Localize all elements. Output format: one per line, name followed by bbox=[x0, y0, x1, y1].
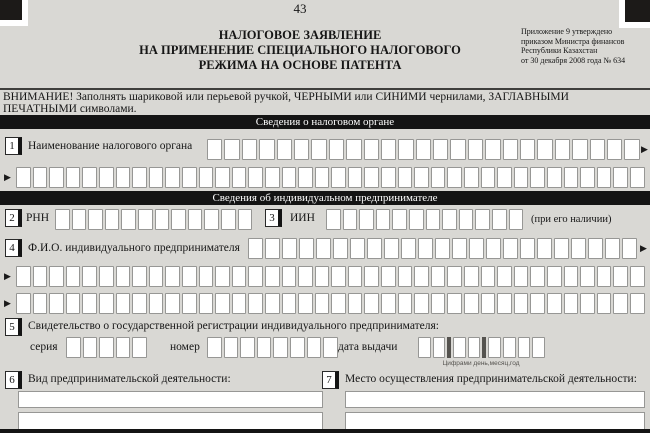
char-cell[interactable] bbox=[248, 293, 263, 314]
field-number-6: 6 bbox=[5, 371, 22, 389]
char-cell[interactable] bbox=[447, 293, 462, 314]
char-cell[interactable] bbox=[132, 293, 147, 314]
char-cell[interactable] bbox=[348, 293, 363, 314]
fio-continuation-cells-2 bbox=[16, 293, 645, 314]
approval-note bbox=[521, 27, 647, 65]
char-cell[interactable] bbox=[555, 139, 570, 160]
char-cell[interactable] bbox=[447, 167, 462, 188]
char-cell[interactable] bbox=[49, 266, 64, 287]
char-cell[interactable] bbox=[55, 209, 70, 230]
char-cell[interactable] bbox=[33, 167, 48, 188]
char-cell[interactable] bbox=[464, 293, 479, 314]
char-cell[interactable] bbox=[481, 266, 496, 287]
form-title bbox=[80, 28, 520, 73]
char-cell[interactable] bbox=[530, 167, 545, 188]
fio-cells bbox=[248, 238, 637, 259]
char-cell[interactable] bbox=[571, 238, 586, 259]
char-cell[interactable] bbox=[265, 266, 280, 287]
char-cell[interactable] bbox=[307, 337, 322, 358]
char-cell[interactable] bbox=[316, 238, 331, 259]
char-cell[interactable] bbox=[624, 139, 639, 160]
approval-note-line: от 30 декабря 2008 года № 634 bbox=[521, 55, 626, 65]
char-cell[interactable] bbox=[414, 167, 429, 188]
form-title-line: НАЛОГОВОЕ ЗАЯВЛЕНИЕ bbox=[218, 28, 382, 42]
char-cell[interactable] bbox=[475, 209, 490, 230]
char-cell[interactable] bbox=[547, 293, 562, 314]
char-cell[interactable] bbox=[364, 266, 379, 287]
bottom-divider-bar bbox=[0, 429, 650, 433]
tax-authority-name-cells bbox=[207, 139, 640, 160]
horizontal-rule bbox=[0, 88, 650, 90]
char-cell[interactable] bbox=[294, 139, 309, 160]
char-cell[interactable] bbox=[431, 266, 446, 287]
char-cell[interactable] bbox=[105, 209, 120, 230]
char-cell[interactable] bbox=[622, 238, 637, 259]
char-cell[interactable] bbox=[431, 167, 446, 188]
char-cell[interactable] bbox=[116, 266, 131, 287]
char-cell[interactable] bbox=[165, 167, 180, 188]
char-cell[interactable] bbox=[530, 266, 545, 287]
char-cell[interactable] bbox=[481, 167, 496, 188]
char-cell[interactable] bbox=[554, 238, 569, 259]
char-cell[interactable] bbox=[215, 293, 230, 314]
char-cell[interactable] bbox=[431, 293, 446, 314]
char-cell[interactable] bbox=[426, 209, 441, 230]
char-cell[interactable] bbox=[485, 139, 500, 160]
continuation-arrow-icon: ▶ bbox=[641, 145, 648, 155]
char-cell[interactable] bbox=[376, 209, 391, 230]
char-cell[interactable] bbox=[503, 337, 516, 358]
char-cell[interactable] bbox=[259, 139, 274, 160]
char-cell[interactable] bbox=[613, 293, 628, 314]
char-cell[interactable] bbox=[580, 266, 595, 287]
char-cell[interactable] bbox=[605, 238, 620, 259]
char-cell[interactable] bbox=[282, 238, 297, 259]
continuation-arrow-icon: ▶ bbox=[4, 299, 11, 309]
char-cell[interactable] bbox=[367, 238, 382, 259]
char-cell[interactable] bbox=[16, 293, 31, 314]
char-cell[interactable] bbox=[199, 167, 214, 188]
char-cell[interactable] bbox=[613, 266, 628, 287]
char-cell[interactable] bbox=[16, 266, 31, 287]
char-cell[interactable] bbox=[323, 337, 338, 358]
char-cell[interactable] bbox=[416, 139, 431, 160]
char-cell[interactable] bbox=[343, 209, 358, 230]
char-cell[interactable] bbox=[66, 266, 81, 287]
field-number-7: 7 bbox=[322, 371, 339, 389]
activity-type-label: Вид предпринимательской деятельности: bbox=[28, 373, 231, 385]
char-cell[interactable] bbox=[16, 167, 31, 188]
activity-type-input-line-1[interactable] bbox=[18, 391, 323, 408]
approval-note-line: приказом Министра финансов bbox=[521, 36, 625, 46]
section-header-entrepreneur: Сведения об индивидуальном предпринимателе bbox=[0, 191, 650, 205]
char-cell[interactable] bbox=[298, 167, 313, 188]
field-number-4: 4 bbox=[5, 239, 22, 257]
char-cell[interactable] bbox=[282, 293, 297, 314]
char-cell[interactable] bbox=[518, 337, 531, 358]
iin-availability-note: (при его наличии) bbox=[531, 214, 612, 225]
char-cell[interactable] bbox=[459, 209, 474, 230]
char-cell[interactable] bbox=[572, 139, 587, 160]
char-cell[interactable] bbox=[315, 266, 330, 287]
char-cell[interactable] bbox=[530, 293, 545, 314]
char-cell[interactable] bbox=[240, 337, 255, 358]
char-cell[interactable] bbox=[364, 167, 379, 188]
char-cell[interactable] bbox=[121, 209, 136, 230]
char-cell[interactable] bbox=[348, 167, 363, 188]
char-cell[interactable] bbox=[348, 266, 363, 287]
date-group-separator bbox=[447, 337, 451, 358]
char-cell[interactable] bbox=[165, 266, 180, 287]
char-cell[interactable] bbox=[468, 139, 483, 160]
char-cell[interactable] bbox=[398, 139, 413, 160]
char-cell[interactable] bbox=[630, 293, 645, 314]
char-cell[interactable] bbox=[82, 293, 97, 314]
field-number-2: 2 bbox=[5, 209, 22, 227]
activity-place-input-line-1[interactable] bbox=[345, 391, 645, 408]
char-cell[interactable] bbox=[155, 209, 170, 230]
page-number: 43 bbox=[293, 1, 307, 16]
char-cell[interactable] bbox=[224, 337, 239, 358]
char-cell[interactable] bbox=[613, 167, 628, 188]
char-cell[interactable] bbox=[282, 167, 297, 188]
char-cell[interactable] bbox=[509, 209, 524, 230]
char-cell[interactable] bbox=[381, 266, 396, 287]
char-cell[interactable] bbox=[433, 139, 448, 160]
char-cell[interactable] bbox=[83, 337, 98, 358]
char-cell[interactable] bbox=[171, 209, 186, 230]
char-cell[interactable] bbox=[597, 167, 612, 188]
char-cell[interactable] bbox=[381, 293, 396, 314]
char-cell[interactable] bbox=[277, 139, 292, 160]
char-cell[interactable] bbox=[149, 293, 164, 314]
char-cell[interactable] bbox=[331, 293, 346, 314]
char-cell[interactable] bbox=[248, 266, 263, 287]
char-cell[interactable] bbox=[488, 337, 501, 358]
char-cell[interactable] bbox=[33, 293, 48, 314]
char-cell[interactable] bbox=[298, 293, 313, 314]
char-cell[interactable] bbox=[481, 293, 496, 314]
char-cell[interactable] bbox=[520, 238, 535, 259]
char-cell[interactable] bbox=[66, 293, 81, 314]
section-header-tax-authority: Сведения о налоговом органе bbox=[0, 115, 650, 129]
char-cell[interactable] bbox=[364, 139, 379, 160]
char-cell[interactable] bbox=[248, 238, 263, 259]
char-cell[interactable] bbox=[326, 209, 341, 230]
char-cell[interactable] bbox=[492, 209, 507, 230]
char-cell[interactable] bbox=[597, 266, 612, 287]
char-cell[interactable] bbox=[116, 293, 131, 314]
char-cell[interactable] bbox=[282, 266, 297, 287]
char-cell[interactable] bbox=[315, 167, 330, 188]
char-cell[interactable] bbox=[384, 238, 399, 259]
char-cell[interactable] bbox=[564, 266, 579, 287]
char-cell[interactable] bbox=[503, 238, 518, 259]
continuation-arrow-icon: ▶ bbox=[4, 173, 11, 183]
char-cell[interactable] bbox=[564, 167, 579, 188]
char-cell[interactable] bbox=[149, 167, 164, 188]
char-cell[interactable] bbox=[238, 209, 253, 230]
tax-authority-name-label: Наименование налогового органа bbox=[28, 140, 193, 152]
char-cell[interactable] bbox=[547, 266, 562, 287]
char-cell[interactable] bbox=[453, 337, 466, 358]
char-cell[interactable] bbox=[331, 266, 346, 287]
seria-cells bbox=[66, 337, 147, 358]
char-cell[interactable] bbox=[497, 293, 512, 314]
char-cell[interactable] bbox=[199, 293, 214, 314]
char-cell[interactable] bbox=[82, 167, 97, 188]
char-cell[interactable] bbox=[232, 293, 247, 314]
char-cell[interactable] bbox=[207, 337, 222, 358]
char-cell[interactable] bbox=[72, 209, 87, 230]
char-cell[interactable] bbox=[82, 266, 97, 287]
char-cell[interactable] bbox=[447, 266, 462, 287]
iin-cells bbox=[326, 209, 523, 230]
char-cell[interactable] bbox=[99, 167, 114, 188]
char-cell[interactable] bbox=[414, 266, 429, 287]
char-cell[interactable] bbox=[329, 139, 344, 160]
char-cell[interactable] bbox=[248, 167, 263, 188]
fill-instructions-warning bbox=[3, 91, 643, 115]
char-cell[interactable] bbox=[398, 266, 413, 287]
char-cell[interactable] bbox=[182, 293, 197, 314]
char-cell[interactable] bbox=[537, 238, 552, 259]
char-cell[interactable] bbox=[418, 238, 433, 259]
char-cell[interactable] bbox=[311, 139, 326, 160]
char-cell[interactable] bbox=[418, 337, 431, 358]
char-cell[interactable] bbox=[597, 293, 612, 314]
registration-certificate-label: Свидетельство о государственной регистрации индивидуального предпринимателя: bbox=[28, 320, 440, 332]
fio-label: Ф.И.О. индивидуального предпринимателя bbox=[28, 242, 240, 254]
form-title-line: РЕЖИМА НА ОСНОВЕ ПАТЕНТА bbox=[198, 58, 402, 72]
char-cell[interactable] bbox=[66, 337, 81, 358]
char-cell[interactable] bbox=[242, 139, 257, 160]
char-cell[interactable] bbox=[398, 167, 413, 188]
char-cell[interactable] bbox=[224, 139, 239, 160]
char-cell[interactable] bbox=[299, 238, 314, 259]
date-format-caption: Цифрами день,месяц,год bbox=[442, 360, 520, 367]
char-cell[interactable] bbox=[182, 266, 197, 287]
char-cell[interactable] bbox=[532, 337, 545, 358]
char-cell[interactable] bbox=[49, 167, 64, 188]
char-cell[interactable] bbox=[116, 337, 131, 358]
char-cell[interactable] bbox=[88, 209, 103, 230]
seria-label: серия bbox=[30, 341, 58, 353]
fio-continuation-cells-1 bbox=[16, 266, 645, 287]
char-cell[interactable] bbox=[630, 266, 645, 287]
registration-mark-topright bbox=[619, 0, 650, 28]
char-cell[interactable] bbox=[514, 266, 529, 287]
char-cell[interactable] bbox=[537, 139, 552, 160]
rnn-label: РНН bbox=[26, 212, 50, 224]
char-cell[interactable] bbox=[188, 209, 203, 230]
warning-line: ПЕЧАТНЫМИ символами. bbox=[3, 103, 137, 115]
char-cell[interactable] bbox=[265, 293, 280, 314]
char-cell[interactable] bbox=[464, 266, 479, 287]
char-cell[interactable] bbox=[452, 238, 467, 259]
continuation-arrow-icon: ▶ bbox=[4, 272, 11, 282]
field-number-1: 1 bbox=[5, 137, 22, 155]
char-cell[interactable] bbox=[514, 293, 529, 314]
char-cell[interactable] bbox=[265, 167, 280, 188]
char-cell[interactable] bbox=[132, 337, 147, 358]
char-cell[interactable] bbox=[232, 266, 247, 287]
char-cell[interactable] bbox=[33, 266, 48, 287]
char-cell[interactable] bbox=[221, 209, 236, 230]
char-cell[interactable] bbox=[298, 266, 313, 287]
char-cell[interactable] bbox=[257, 337, 272, 358]
char-cell[interactable] bbox=[497, 266, 512, 287]
char-cell[interactable] bbox=[149, 266, 164, 287]
char-cell[interactable] bbox=[564, 293, 579, 314]
approval-note-line: Приложение 9 утверждено bbox=[521, 27, 613, 36]
char-cell[interactable] bbox=[514, 167, 529, 188]
rnn-cells bbox=[55, 209, 252, 230]
char-cell[interactable] bbox=[630, 167, 645, 188]
char-cell[interactable] bbox=[588, 238, 603, 259]
char-cell[interactable] bbox=[132, 266, 147, 287]
char-cell[interactable] bbox=[442, 209, 457, 230]
warning-line: ВНИМАНИЕ! Заполнять шариковой или перьевой ручкой, ЧЕРНЫМИ или СИНИМИ чернилами, ЗАГЛАВНЫМИ bbox=[3, 91, 569, 103]
char-cell[interactable] bbox=[138, 209, 153, 230]
approval-note-line: Республики Казахстан bbox=[521, 46, 598, 55]
registration-mark-topleft bbox=[0, 0, 28, 26]
activity-place-label: Место осуществления предпринимательской деятельности: bbox=[345, 373, 637, 385]
char-cell[interactable] bbox=[580, 293, 595, 314]
continuation-arrow-icon: ▶ bbox=[640, 244, 647, 254]
char-cell[interactable] bbox=[450, 139, 465, 160]
char-cell[interactable] bbox=[607, 139, 622, 160]
char-cell[interactable] bbox=[331, 167, 346, 188]
form-title-line: НА ПРИМЕНЕНИЕ СПЕЦИАЛЬНОГО НАЛОГОВОГО bbox=[139, 43, 461, 57]
char-cell[interactable] bbox=[433, 337, 446, 358]
char-cell[interactable] bbox=[364, 293, 379, 314]
char-cell[interactable] bbox=[49, 293, 64, 314]
char-cell[interactable] bbox=[204, 209, 219, 230]
char-cell[interactable] bbox=[464, 167, 479, 188]
char-cell[interactable] bbox=[182, 167, 197, 188]
field-number-3: 3 bbox=[265, 209, 282, 227]
char-cell[interactable] bbox=[116, 167, 131, 188]
char-cell[interactable] bbox=[503, 139, 518, 160]
char-cell[interactable] bbox=[468, 337, 481, 358]
issue-date-label: дата выдачи bbox=[338, 341, 398, 353]
char-cell[interactable] bbox=[520, 139, 535, 160]
char-cell[interactable] bbox=[392, 209, 407, 230]
char-cell[interactable] bbox=[381, 139, 396, 160]
nomer-cells bbox=[207, 337, 338, 358]
char-cell[interactable] bbox=[333, 238, 348, 259]
char-cell[interactable] bbox=[215, 167, 230, 188]
char-cell[interactable] bbox=[435, 238, 450, 259]
char-cell[interactable] bbox=[99, 337, 114, 358]
char-cell[interactable] bbox=[207, 139, 222, 160]
char-cell[interactable] bbox=[414, 293, 429, 314]
char-cell[interactable] bbox=[215, 266, 230, 287]
char-cell[interactable] bbox=[359, 209, 374, 230]
char-cell[interactable] bbox=[199, 266, 214, 287]
char-cell[interactable] bbox=[409, 209, 424, 230]
field-number-5: 5 bbox=[5, 318, 22, 336]
date-group-separator bbox=[482, 337, 486, 358]
tax-authority-name-continuation-cells bbox=[16, 167, 645, 188]
nomer-label: номер bbox=[170, 341, 200, 353]
char-cell[interactable] bbox=[401, 238, 416, 259]
char-cell[interactable] bbox=[350, 238, 365, 259]
char-cell[interactable] bbox=[497, 167, 512, 188]
char-cell[interactable] bbox=[232, 167, 247, 188]
char-cell[interactable] bbox=[381, 167, 396, 188]
char-cell[interactable] bbox=[99, 293, 114, 314]
char-cell[interactable] bbox=[273, 337, 288, 358]
registration-mark-square bbox=[0, 0, 22, 20]
char-cell[interactable] bbox=[265, 238, 280, 259]
char-cell[interactable] bbox=[547, 167, 562, 188]
char-cell[interactable] bbox=[99, 266, 114, 287]
char-cell[interactable] bbox=[132, 167, 147, 188]
char-cell[interactable] bbox=[290, 337, 305, 358]
issue-date-cells bbox=[418, 337, 545, 358]
iin-label: ИИН bbox=[290, 212, 315, 224]
char-cell[interactable] bbox=[165, 293, 180, 314]
char-cell[interactable] bbox=[486, 238, 501, 259]
registration-mark-square bbox=[625, 0, 650, 22]
char-cell[interactable] bbox=[346, 139, 361, 160]
char-cell[interactable] bbox=[315, 293, 330, 314]
char-cell[interactable] bbox=[590, 139, 605, 160]
char-cell[interactable] bbox=[580, 167, 595, 188]
char-cell[interactable] bbox=[469, 238, 484, 259]
char-cell[interactable] bbox=[66, 167, 81, 188]
char-cell[interactable] bbox=[398, 293, 413, 314]
